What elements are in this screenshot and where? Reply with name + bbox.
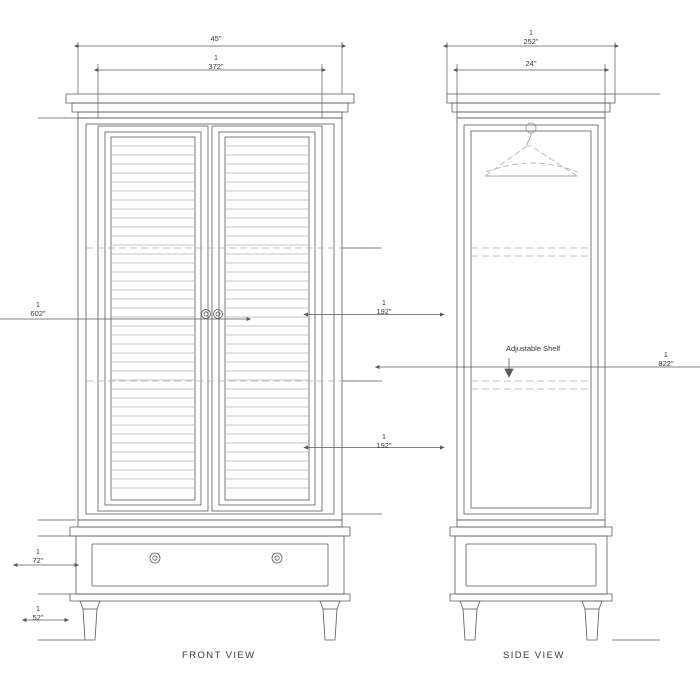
- front-view-caption: FRONT VIEW: [182, 650, 256, 661]
- dim-front-leg-height: 1 52": [32, 606, 44, 622]
- dim-front-drawer-height: 1 72": [32, 549, 44, 565]
- adjustable-shelf-label: Adjustable Shelf: [506, 344, 561, 353]
- adjustable-shelf-leader: [505, 358, 513, 377]
- dim-side-overall-height: 1 822": [658, 352, 674, 368]
- side-view-caption: SIDE VIEW: [503, 650, 565, 661]
- dim-front-cabinet-height: 1 602": [30, 302, 46, 318]
- louver-slats-right: [226, 146, 308, 488]
- side-hidden-shelves: [471, 248, 591, 389]
- dim-side-case-depth: 24": [525, 59, 537, 68]
- dim-side-overall-depth: 1 252": [523, 30, 539, 46]
- front-view-geometry: [66, 94, 354, 640]
- dim-front-upper-section: 1 192": [376, 300, 392, 316]
- dim-front-overall-width: 45": [210, 34, 222, 43]
- dim-front-door-width: 1 372": [208, 55, 224, 71]
- louver-slats-left: [112, 146, 194, 488]
- dim-front-lower-section: 1 192": [376, 434, 392, 450]
